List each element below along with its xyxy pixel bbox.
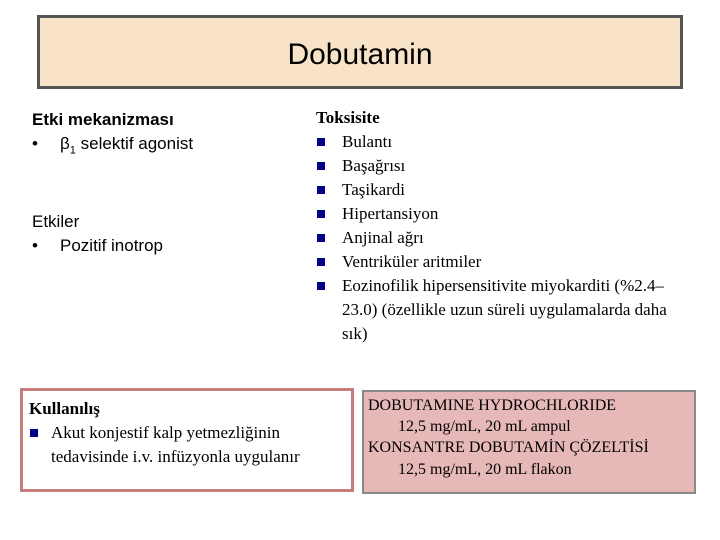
usage-box (20, 388, 354, 492)
page-title: Dobutamin (287, 38, 433, 71)
list-item-text: Anjinal ağrı (342, 228, 424, 247)
toxicity-list (316, 130, 676, 346)
title-box (37, 15, 683, 89)
usage-text: Akut konjestif kalp yetmezliğinin tedavisinde i.v. infüzyonla uygulanır (51, 423, 300, 466)
list-item (316, 250, 676, 274)
list-item (316, 226, 676, 250)
list-item (316, 274, 676, 346)
mechanism-item (32, 132, 193, 162)
square-bullet-icon (317, 234, 325, 242)
list-item-text: Taşikardi (342, 180, 406, 199)
effects-heading: Etkiler (32, 212, 80, 232)
list-item-text: Bulantı (342, 132, 393, 151)
mechanism-text: selektif agonist (75, 134, 194, 153)
bullet-dot: • (32, 236, 38, 256)
toxicity-block (316, 106, 676, 346)
beta-subscript: 1 (69, 144, 76, 157)
bullet-dot: • (32, 134, 38, 153)
product-line-3: KONSANTRE DOBUTAMİN ÇÖZELTİSİ (368, 439, 649, 456)
square-bullet-icon (30, 429, 38, 437)
beta-letter: β (60, 134, 70, 153)
usage-heading: Kullanılış (29, 399, 100, 418)
product-line-1: DOBUTAMINE HYDROCHLORIDE (368, 397, 617, 414)
list-item-text: Başağrısı (342, 156, 406, 175)
product-line-4: 12,5 mg/mL, 20 mL flakon (398, 461, 572, 478)
square-bullet-icon (317, 282, 325, 290)
effects-text: Pozitif inotrop (60, 236, 163, 256)
left-block (32, 108, 193, 258)
square-bullet-icon (317, 162, 325, 170)
beta-symbol (60, 134, 76, 157)
mechanism-heading: Etki mekanizması (32, 110, 174, 129)
list-item (316, 154, 676, 178)
usage-item (29, 421, 351, 469)
list-item-text: Ventriküler aritmiler (342, 252, 482, 271)
square-bullet-icon (317, 138, 325, 146)
effects-item (32, 234, 193, 258)
square-bullet-icon (317, 210, 325, 218)
toxicity-heading: Toksisite (316, 108, 380, 127)
list-item-text: Eozinofilik hipersensitivite miyokarditi (%2.4–23.0) (özellikle uzun süreli uygulamalarda daha sık) (342, 276, 667, 343)
product-line-2: 12,5 mg/mL, 20 mL ampul (398, 418, 571, 435)
list-item (316, 202, 676, 226)
list-item (316, 178, 676, 202)
product-box (362, 390, 696, 494)
list-item-text: Hipertansiyon (342, 204, 439, 223)
square-bullet-icon (317, 186, 325, 194)
list-item (316, 130, 676, 154)
square-bullet-icon (317, 258, 325, 266)
